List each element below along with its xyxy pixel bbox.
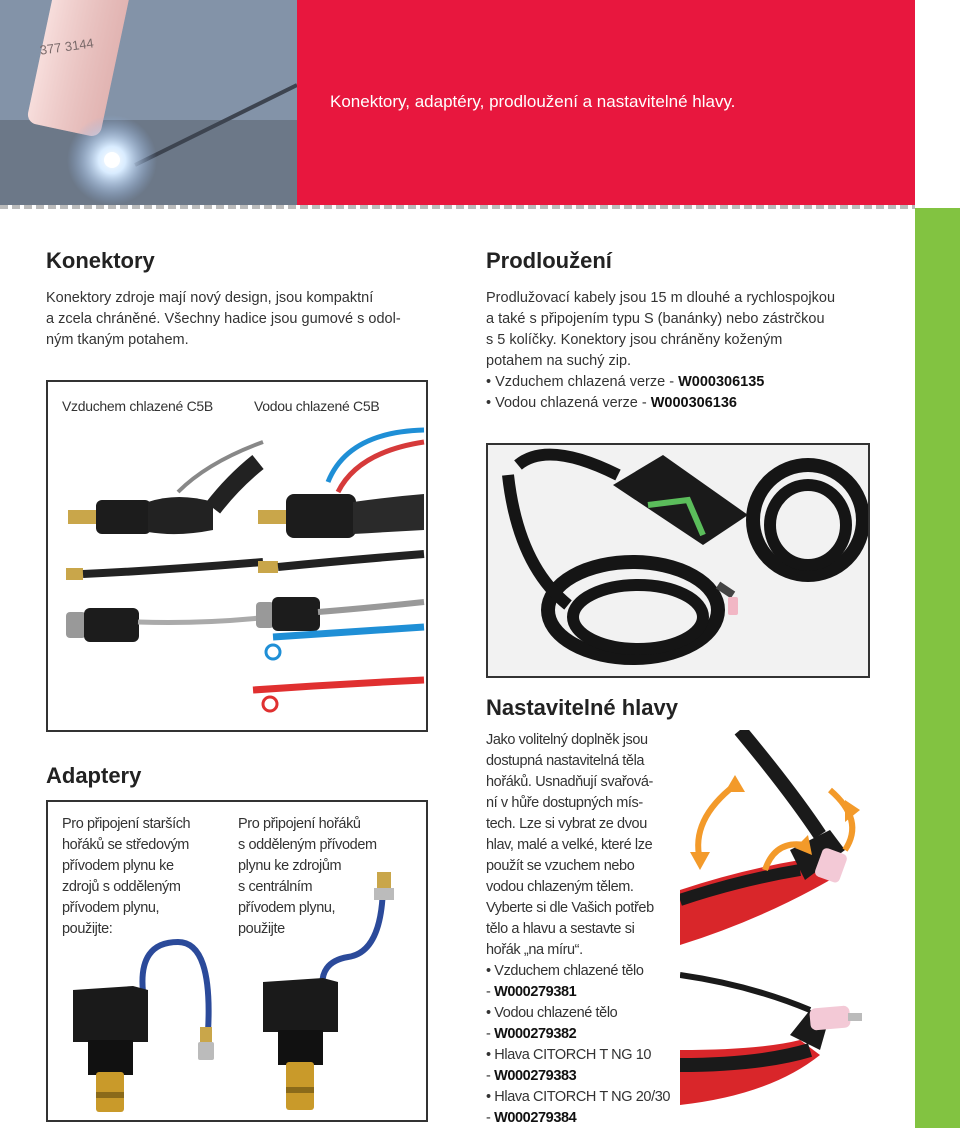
hlavy-line: tělo a hlavu a sestavte si: [486, 921, 635, 937]
hlavy-line: hořák „na míru“.: [486, 942, 583, 958]
hlavy-text: [486, 730, 676, 1129]
adaptery-heading: Adaptery: [46, 763, 142, 788]
connectors-illustration: [48, 422, 426, 730]
connectors-box: [46, 380, 428, 732]
hlavy-item-label: • Hlava CITORCH T NG 20/30: [486, 1089, 671, 1105]
hlavy-line: tech. Lze si vybrat ze dvou: [486, 816, 647, 832]
adapter-left-line: přívodem plynu ke: [62, 858, 174, 874]
hlavy-line: vodou chlazeným tělem.: [486, 879, 634, 895]
konektory-line: a zcela chráněné. Všechny hadice jsou gumové s odol-: [46, 311, 401, 327]
adapter-right-line: přívodem plynu,: [238, 900, 336, 916]
prodlouzeni-line: a také s připojením typu S (banánky) nebo zástrčkou: [486, 311, 825, 327]
hlavy-line: dostupná nastavitelná těla: [486, 753, 645, 769]
adapter-left-line: Pro připojení starších: [62, 816, 191, 832]
hlavy-item-code: - W000279381: [486, 984, 577, 1000]
konektory-line: ným tkaným potahem.: [46, 332, 189, 348]
hlavy-item-code: - W000279384: [486, 1110, 577, 1126]
hlavy-item-label: • Vodou chlazené tělo: [486, 1005, 618, 1021]
hlavy-line: Jako volitelný doplněk jsou: [486, 732, 648, 748]
hlavy-item-label: • Hlava CITORCH T NG 10: [486, 1047, 652, 1063]
hlavy-line: Vyberte si dle Vašich potřeb: [486, 900, 654, 916]
adapter-left-line: hořáků se středovým: [62, 837, 189, 853]
extension-cable-photo: [486, 443, 870, 678]
hlavy-item-label: • Vzduchem chlazené tělo: [486, 963, 644, 979]
tube-marking: 377 3144: [38, 35, 95, 58]
adapter-left-line: zdrojů s odděleným: [62, 879, 181, 895]
caption-water-cooled: Vodou chlazené C5B: [254, 398, 380, 414]
adapters-box: [46, 800, 428, 1122]
konektory-line: Konektory zdroje mají nový design, jsou kompaktní: [46, 290, 374, 306]
adapter-right-line: plynu ke zdrojům: [238, 858, 342, 874]
adapter-right-line: s odděleným přívodem: [238, 837, 377, 853]
hlavy-item-code: - W000279383: [486, 1068, 577, 1084]
adapter-right-line: Pro připojení hořáků: [238, 816, 361, 832]
adapter-right-line: použijte: [238, 921, 285, 937]
hlavy-line: ní v hůře dostupných mís-: [486, 795, 643, 811]
prodlouzeni-line: potahem na suchý zip.: [486, 353, 632, 369]
hlavy-line: hořáků. Usnadňují svařová-: [486, 774, 653, 790]
adjustable-head-photo-2: [680, 955, 870, 1122]
prodlouzeni-bullet: • Vodou chlazená verze - W000306136: [486, 395, 737, 411]
adapters-illustration: [48, 872, 426, 1120]
caption-air-cooled: Vzduchem chlazené C5B: [62, 398, 213, 414]
konektory-heading: Konektory: [46, 248, 155, 273]
hero-title: Konektory, adaptéry, prodloužení a nastavitelné hlavy.: [330, 92, 736, 111]
prodlouzeni-heading: Prodloužení: [486, 248, 612, 273]
adjustable-head-photo-1: [680, 730, 870, 945]
konektory-text: [46, 288, 446, 351]
hlavy-line: použít se vzuchem nebo: [486, 858, 635, 874]
adapter-right-line: s centrálním: [238, 879, 313, 895]
adapter-left-line: použijte:: [62, 921, 113, 937]
prodlouzeni-line: Prodlužovací kabely jsou 15 m dlouhé a rychlospojkou: [486, 290, 836, 306]
hlavy-line: hlav, malé a velké, které lze: [486, 837, 653, 853]
side-accent-bar: [915, 208, 960, 1128]
welding-photo: [0, 0, 297, 208]
hlavy-item-code: - W000279382: [486, 1026, 577, 1042]
prodlouzeni-bullet: • Vzduchem chlazená verze - W000306135: [486, 374, 765, 390]
hlavy-heading: Nastavitelné hlavy: [486, 695, 678, 720]
adapter-left-line: přívodem plynu,: [62, 900, 160, 916]
prodlouzeni-text: [486, 288, 906, 414]
hero-divider: [0, 205, 915, 209]
prodlouzeni-line: s 5 kolíčky. Konektory jsou chráněny koženým: [486, 332, 783, 348]
